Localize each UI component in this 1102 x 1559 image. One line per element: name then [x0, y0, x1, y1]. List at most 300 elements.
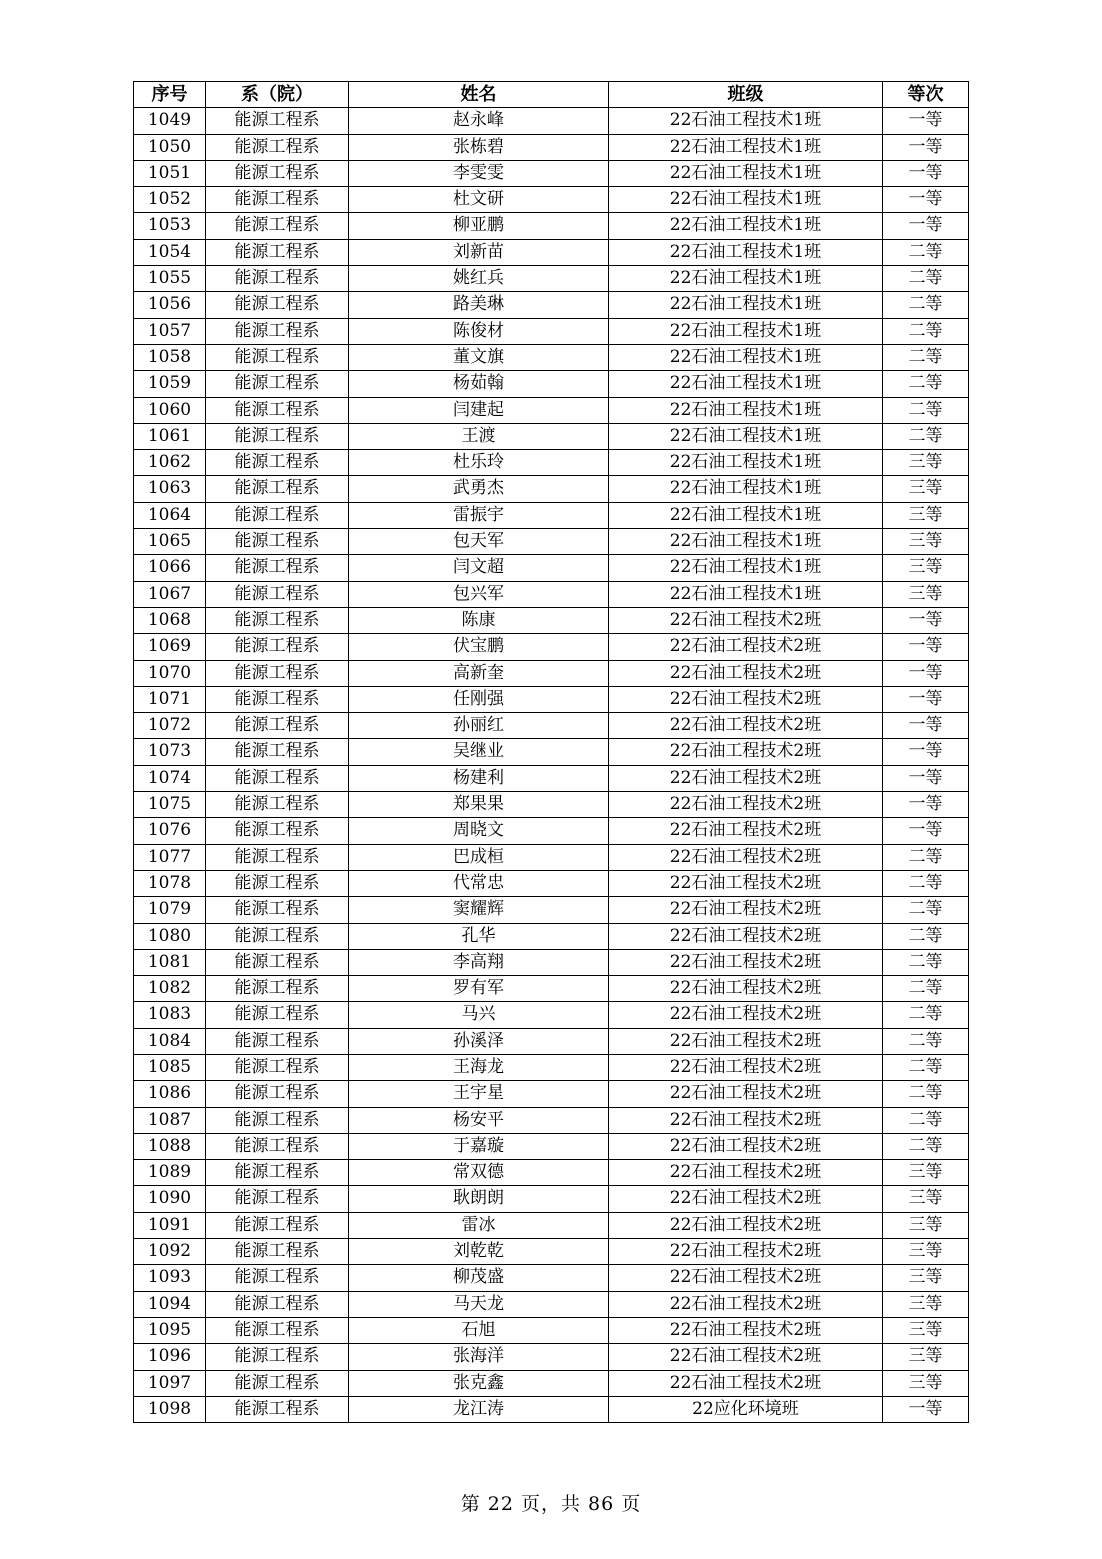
cell-serial: 1052 — [134, 187, 206, 213]
cell-department: 能源工程系 — [206, 344, 349, 370]
table-row — [134, 266, 969, 292]
cell-grade: 三等 — [883, 1370, 969, 1396]
cell-name: 柳亚鹏 — [349, 213, 609, 239]
cell-department: 能源工程系 — [206, 1212, 349, 1238]
cell-grade: 一等 — [883, 134, 969, 160]
cell-department: 能源工程系 — [206, 187, 349, 213]
cell-serial: 1050 — [134, 134, 206, 160]
cell-department: 能源工程系 — [206, 1054, 349, 1080]
cell-class: 22石油工程技术1班 — [609, 266, 883, 292]
cell-grade: 三等 — [883, 502, 969, 528]
cell-serial: 1070 — [134, 660, 206, 686]
cell-grade: 三等 — [883, 1212, 969, 1238]
table-row — [134, 976, 969, 1002]
cell-department: 能源工程系 — [206, 818, 349, 844]
cell-grade: 一等 — [883, 213, 969, 239]
cell-serial: 1076 — [134, 818, 206, 844]
cell-serial: 1056 — [134, 292, 206, 318]
cell-grade: 二等 — [883, 423, 969, 449]
cell-class: 22石油工程技术2班 — [609, 1133, 883, 1159]
cell-grade: 二等 — [883, 1002, 969, 1028]
cell-name: 闫文超 — [349, 555, 609, 581]
cell-class: 22石油工程技术2班 — [609, 1239, 883, 1265]
table-row — [134, 1344, 969, 1370]
table-row — [134, 1002, 969, 1028]
cell-grade: 三等 — [883, 1265, 969, 1291]
cell-serial: 1096 — [134, 1344, 206, 1370]
cell-class: 22石油工程技术1班 — [609, 555, 883, 581]
cell-serial: 1074 — [134, 765, 206, 791]
cell-name: 闫建起 — [349, 397, 609, 423]
table-row — [134, 423, 969, 449]
table-row — [134, 1186, 969, 1212]
cell-serial: 1094 — [134, 1291, 206, 1317]
cell-class: 22石油工程技术2班 — [609, 818, 883, 844]
header-serial: 序号 — [134, 82, 206, 108]
cell-class: 22石油工程技术2班 — [609, 870, 883, 896]
cell-grade: 二等 — [883, 1054, 969, 1080]
cell-grade: 三等 — [883, 450, 969, 476]
cell-grade: 三等 — [883, 555, 969, 581]
cell-serial: 1073 — [134, 739, 206, 765]
cell-class: 22石油工程技术1班 — [609, 213, 883, 239]
cell-serial: 1055 — [134, 266, 206, 292]
cell-department: 能源工程系 — [206, 450, 349, 476]
cell-serial: 1093 — [134, 1265, 206, 1291]
cell-class: 22石油工程技术2班 — [609, 1028, 883, 1054]
cell-class: 22石油工程技术2班 — [609, 792, 883, 818]
cell-name: 张克鑫 — [349, 1370, 609, 1396]
cell-grade: 二等 — [883, 266, 969, 292]
table-row — [134, 581, 969, 607]
cell-department: 能源工程系 — [206, 134, 349, 160]
cell-class: 22石油工程技术1班 — [609, 423, 883, 449]
cell-name: 王渡 — [349, 423, 609, 449]
cell-class: 22石油工程技术2班 — [609, 1265, 883, 1291]
table-row — [134, 1133, 969, 1159]
cell-class: 22应化环境班 — [609, 1396, 883, 1422]
cell-serial: 1083 — [134, 1002, 206, 1028]
table-row — [134, 450, 969, 476]
table-row — [134, 844, 969, 870]
cell-name: 武勇杰 — [349, 476, 609, 502]
cell-department: 能源工程系 — [206, 607, 349, 633]
cell-serial: 1060 — [134, 397, 206, 423]
cell-class: 22石油工程技术1班 — [609, 502, 883, 528]
cell-department: 能源工程系 — [206, 266, 349, 292]
cell-department: 能源工程系 — [206, 765, 349, 791]
table-row — [134, 1160, 969, 1186]
cell-name: 耿朗朗 — [349, 1186, 609, 1212]
cell-class: 22石油工程技术1班 — [609, 581, 883, 607]
table-row — [134, 739, 969, 765]
table-row — [134, 1291, 969, 1317]
table-header-row — [134, 82, 969, 108]
cell-class: 22石油工程技术1班 — [609, 476, 883, 502]
table-row — [134, 1081, 969, 1107]
table-row — [134, 1396, 969, 1422]
cell-department: 能源工程系 — [206, 1317, 349, 1343]
cell-serial: 1081 — [134, 949, 206, 975]
cell-department: 能源工程系 — [206, 949, 349, 975]
table-row — [134, 1239, 969, 1265]
cell-class: 22石油工程技术2班 — [609, 739, 883, 765]
cell-class: 22石油工程技术2班 — [609, 660, 883, 686]
cell-grade: 一等 — [883, 634, 969, 660]
table-row — [134, 1028, 969, 1054]
cell-grade: 一等 — [883, 187, 969, 213]
cell-grade: 一等 — [883, 765, 969, 791]
cell-grade: 二等 — [883, 976, 969, 1002]
cell-name: 杨茹翰 — [349, 371, 609, 397]
cell-name: 王海龙 — [349, 1054, 609, 1080]
table-row — [134, 686, 969, 712]
cell-name: 陈康 — [349, 607, 609, 633]
cell-department: 能源工程系 — [206, 1133, 349, 1159]
cell-department: 能源工程系 — [206, 1291, 349, 1317]
cell-serial: 1062 — [134, 450, 206, 476]
cell-grade: 二等 — [883, 949, 969, 975]
cell-class: 22石油工程技术2班 — [609, 1054, 883, 1080]
cell-name: 龙江涛 — [349, 1396, 609, 1422]
cell-serial: 1080 — [134, 923, 206, 949]
cell-grade: 二等 — [883, 397, 969, 423]
cell-class: 22石油工程技术1班 — [609, 397, 883, 423]
cell-serial: 1066 — [134, 555, 206, 581]
cell-serial: 1095 — [134, 1317, 206, 1343]
cell-serial: 1098 — [134, 1396, 206, 1422]
cell-department: 能源工程系 — [206, 1107, 349, 1133]
cell-serial: 1054 — [134, 239, 206, 265]
cell-serial: 1053 — [134, 213, 206, 239]
table-row — [134, 949, 969, 975]
cell-class: 22石油工程技术1班 — [609, 292, 883, 318]
cell-grade: 三等 — [883, 581, 969, 607]
cell-department: 能源工程系 — [206, 581, 349, 607]
table-row — [134, 397, 969, 423]
cell-grade: 三等 — [883, 1160, 969, 1186]
cell-class: 22石油工程技术2班 — [609, 1370, 883, 1396]
cell-name: 李高翔 — [349, 949, 609, 975]
cell-grade: 一等 — [883, 713, 969, 739]
cell-department: 能源工程系 — [206, 1239, 349, 1265]
cell-grade: 一等 — [883, 660, 969, 686]
cell-department: 能源工程系 — [206, 371, 349, 397]
cell-grade: 二等 — [883, 344, 969, 370]
cell-name: 包天军 — [349, 529, 609, 555]
cell-department: 能源工程系 — [206, 897, 349, 923]
cell-serial: 1063 — [134, 476, 206, 502]
table-row — [134, 134, 969, 160]
table-row — [134, 870, 969, 896]
cell-department: 能源工程系 — [206, 423, 349, 449]
cell-grade: 二等 — [883, 897, 969, 923]
cell-department: 能源工程系 — [206, 1370, 349, 1396]
cell-class: 22石油工程技术2班 — [609, 607, 883, 633]
cell-department: 能源工程系 — [206, 292, 349, 318]
cell-serial: 1068 — [134, 607, 206, 633]
cell-class: 22石油工程技术1班 — [609, 108, 883, 134]
cell-name: 杜乐玲 — [349, 450, 609, 476]
cell-class: 22石油工程技术1班 — [609, 450, 883, 476]
cell-name: 孙丽红 — [349, 713, 609, 739]
cell-name: 孔华 — [349, 923, 609, 949]
cell-department: 能源工程系 — [206, 1160, 349, 1186]
table-row — [134, 476, 969, 502]
cell-name: 路美琳 — [349, 292, 609, 318]
cell-serial: 1097 — [134, 1370, 206, 1396]
award-list-table — [133, 81, 969, 1423]
cell-department: 能源工程系 — [206, 923, 349, 949]
table-row — [134, 818, 969, 844]
cell-grade: 二等 — [883, 923, 969, 949]
table-row — [134, 292, 969, 318]
cell-serial: 1086 — [134, 1081, 206, 1107]
cell-department: 能源工程系 — [206, 1344, 349, 1370]
cell-department: 能源工程系 — [206, 976, 349, 1002]
table-row — [134, 1317, 969, 1343]
cell-serial: 1087 — [134, 1107, 206, 1133]
cell-class: 22石油工程技术1班 — [609, 239, 883, 265]
cell-name: 代常忠 — [349, 870, 609, 896]
cell-name: 石旭 — [349, 1317, 609, 1343]
cell-grade: 二等 — [883, 318, 969, 344]
cell-department: 能源工程系 — [206, 870, 349, 896]
cell-grade: 三等 — [883, 1344, 969, 1370]
cell-serial: 1049 — [134, 108, 206, 134]
cell-name: 于嘉璇 — [349, 1133, 609, 1159]
cell-class: 22石油工程技术2班 — [609, 1212, 883, 1238]
table-row — [134, 660, 969, 686]
cell-name: 高新奎 — [349, 660, 609, 686]
cell-name: 郑果果 — [349, 792, 609, 818]
cell-class: 22石油工程技术1班 — [609, 371, 883, 397]
table-row — [134, 108, 969, 134]
table-row — [134, 160, 969, 186]
cell-department: 能源工程系 — [206, 634, 349, 660]
cell-name: 雷冰 — [349, 1212, 609, 1238]
header-name: 姓名 — [349, 82, 609, 108]
table-row — [134, 1107, 969, 1133]
cell-grade: 二等 — [883, 239, 969, 265]
cell-name: 杨安平 — [349, 1107, 609, 1133]
cell-serial: 1090 — [134, 1186, 206, 1212]
cell-department: 能源工程系 — [206, 397, 349, 423]
cell-class: 22石油工程技术1班 — [609, 134, 883, 160]
cell-serial: 1061 — [134, 423, 206, 449]
cell-grade: 三等 — [883, 1239, 969, 1265]
cell-serial: 1059 — [134, 371, 206, 397]
cell-department: 能源工程系 — [206, 686, 349, 712]
cell-grade: 三等 — [883, 476, 969, 502]
cell-class: 22石油工程技术2班 — [609, 897, 883, 923]
cell-grade: 二等 — [883, 1081, 969, 1107]
cell-department: 能源工程系 — [206, 318, 349, 344]
cell-name: 柳茂盛 — [349, 1265, 609, 1291]
table-row — [134, 897, 969, 923]
cell-name: 吴继业 — [349, 739, 609, 765]
cell-serial: 1079 — [134, 897, 206, 923]
cell-serial: 1064 — [134, 502, 206, 528]
table-row — [134, 555, 969, 581]
cell-name: 张海洋 — [349, 1344, 609, 1370]
cell-grade: 一等 — [883, 818, 969, 844]
cell-class: 22石油工程技术1班 — [609, 318, 883, 344]
cell-department: 能源工程系 — [206, 1396, 349, 1422]
cell-name: 窦耀辉 — [349, 897, 609, 923]
cell-department: 能源工程系 — [206, 108, 349, 134]
cell-department: 能源工程系 — [206, 213, 349, 239]
cell-name: 王宇星 — [349, 1081, 609, 1107]
cell-name: 刘乾乾 — [349, 1239, 609, 1265]
cell-name: 罗有军 — [349, 976, 609, 1002]
cell-name: 周晓文 — [349, 818, 609, 844]
table-row — [134, 187, 969, 213]
cell-grade: 二等 — [883, 292, 969, 318]
cell-class: 22石油工程技术2班 — [609, 1160, 883, 1186]
cell-serial: 1057 — [134, 318, 206, 344]
table-row — [134, 502, 969, 528]
cell-class: 22石油工程技术2班 — [609, 1081, 883, 1107]
cell-serial: 1089 — [134, 1160, 206, 1186]
cell-name: 马天龙 — [349, 1291, 609, 1317]
cell-name: 李雯雯 — [349, 160, 609, 186]
cell-class: 22石油工程技术1班 — [609, 344, 883, 370]
cell-class: 22石油工程技术2班 — [609, 1344, 883, 1370]
cell-department: 能源工程系 — [206, 1028, 349, 1054]
cell-name: 伏宝鹏 — [349, 634, 609, 660]
cell-class: 22石油工程技术2班 — [609, 844, 883, 870]
cell-grade: 一等 — [883, 739, 969, 765]
cell-name: 杜文研 — [349, 187, 609, 213]
cell-grade: 一等 — [883, 607, 969, 633]
table-row — [134, 371, 969, 397]
cell-grade: 三等 — [883, 1291, 969, 1317]
cell-grade: 一等 — [883, 108, 969, 134]
cell-class: 22石油工程技术2班 — [609, 1107, 883, 1133]
cell-grade: 二等 — [883, 1028, 969, 1054]
cell-grade: 二等 — [883, 844, 969, 870]
header-class: 班级 — [609, 82, 883, 108]
table-row — [134, 239, 969, 265]
cell-grade: 二等 — [883, 371, 969, 397]
cell-class: 22石油工程技术2班 — [609, 713, 883, 739]
cell-class: 22石油工程技术2班 — [609, 923, 883, 949]
cell-name: 刘新苗 — [349, 239, 609, 265]
table-row — [134, 1054, 969, 1080]
table-row — [134, 1370, 969, 1396]
cell-grade: 三等 — [883, 529, 969, 555]
cell-serial: 1067 — [134, 581, 206, 607]
cell-serial: 1077 — [134, 844, 206, 870]
cell-name: 董文旗 — [349, 344, 609, 370]
cell-grade: 二等 — [883, 870, 969, 896]
cell-serial: 1071 — [134, 686, 206, 712]
cell-serial: 1072 — [134, 713, 206, 739]
cell-serial: 1075 — [134, 792, 206, 818]
cell-serial: 1085 — [134, 1054, 206, 1080]
cell-class: 22石油工程技术1班 — [609, 160, 883, 186]
cell-class: 22石油工程技术1班 — [609, 529, 883, 555]
cell-class: 22石油工程技术2班 — [609, 1002, 883, 1028]
cell-department: 能源工程系 — [206, 1265, 349, 1291]
cell-class: 22石油工程技术1班 — [609, 187, 883, 213]
cell-name: 赵永峰 — [349, 108, 609, 134]
table-row — [134, 529, 969, 555]
table-row — [134, 344, 969, 370]
table-row — [134, 1212, 969, 1238]
cell-name: 常双德 — [349, 1160, 609, 1186]
cell-department: 能源工程系 — [206, 844, 349, 870]
cell-department: 能源工程系 — [206, 713, 349, 739]
cell-serial: 1084 — [134, 1028, 206, 1054]
cell-department: 能源工程系 — [206, 1081, 349, 1107]
cell-name: 包兴军 — [349, 581, 609, 607]
cell-class: 22石油工程技术2班 — [609, 1186, 883, 1212]
cell-class: 22石油工程技术2班 — [609, 765, 883, 791]
cell-grade: 一等 — [883, 686, 969, 712]
cell-grade: 二等 — [883, 1107, 969, 1133]
cell-serial: 1051 — [134, 160, 206, 186]
cell-grade: 三等 — [883, 1317, 969, 1343]
cell-serial: 1082 — [134, 976, 206, 1002]
cell-serial: 1069 — [134, 634, 206, 660]
header-grade: 等次 — [883, 82, 969, 108]
cell-department: 能源工程系 — [206, 529, 349, 555]
cell-serial: 1092 — [134, 1239, 206, 1265]
cell-department: 能源工程系 — [206, 739, 349, 765]
cell-class: 22石油工程技术2班 — [609, 1317, 883, 1343]
cell-grade: 一等 — [883, 1396, 969, 1422]
table-row — [134, 213, 969, 239]
cell-name: 任刚强 — [349, 686, 609, 712]
cell-class: 22石油工程技术2班 — [609, 1291, 883, 1317]
cell-class: 22石油工程技术2班 — [609, 686, 883, 712]
cell-department: 能源工程系 — [206, 1002, 349, 1028]
table-row — [134, 765, 969, 791]
cell-name: 杨建利 — [349, 765, 609, 791]
table-row — [134, 923, 969, 949]
cell-grade: 一等 — [883, 160, 969, 186]
header-department: 系（院） — [206, 82, 349, 108]
cell-grade: 二等 — [883, 1133, 969, 1159]
cell-name: 雷振宇 — [349, 502, 609, 528]
cell-department: 能源工程系 — [206, 792, 349, 818]
cell-name: 巴成桓 — [349, 844, 609, 870]
cell-department: 能源工程系 — [206, 1186, 349, 1212]
cell-department: 能源工程系 — [206, 160, 349, 186]
table-row — [134, 318, 969, 344]
table-body — [134, 108, 969, 1423]
table-row — [134, 792, 969, 818]
cell-serial: 1091 — [134, 1212, 206, 1238]
table-row — [134, 634, 969, 660]
cell-department: 能源工程系 — [206, 555, 349, 581]
cell-grade: 一等 — [883, 792, 969, 818]
table-row — [134, 607, 969, 633]
cell-department: 能源工程系 — [206, 476, 349, 502]
cell-name: 陈俊材 — [349, 318, 609, 344]
cell-name: 马兴 — [349, 1002, 609, 1028]
cell-serial: 1088 — [134, 1133, 206, 1159]
cell-class: 22石油工程技术2班 — [609, 976, 883, 1002]
cell-serial: 1065 — [134, 529, 206, 555]
cell-grade: 三等 — [883, 1186, 969, 1212]
cell-class: 22石油工程技术2班 — [609, 949, 883, 975]
cell-department: 能源工程系 — [206, 239, 349, 265]
cell-name: 姚红兵 — [349, 266, 609, 292]
cell-department: 能源工程系 — [206, 660, 349, 686]
